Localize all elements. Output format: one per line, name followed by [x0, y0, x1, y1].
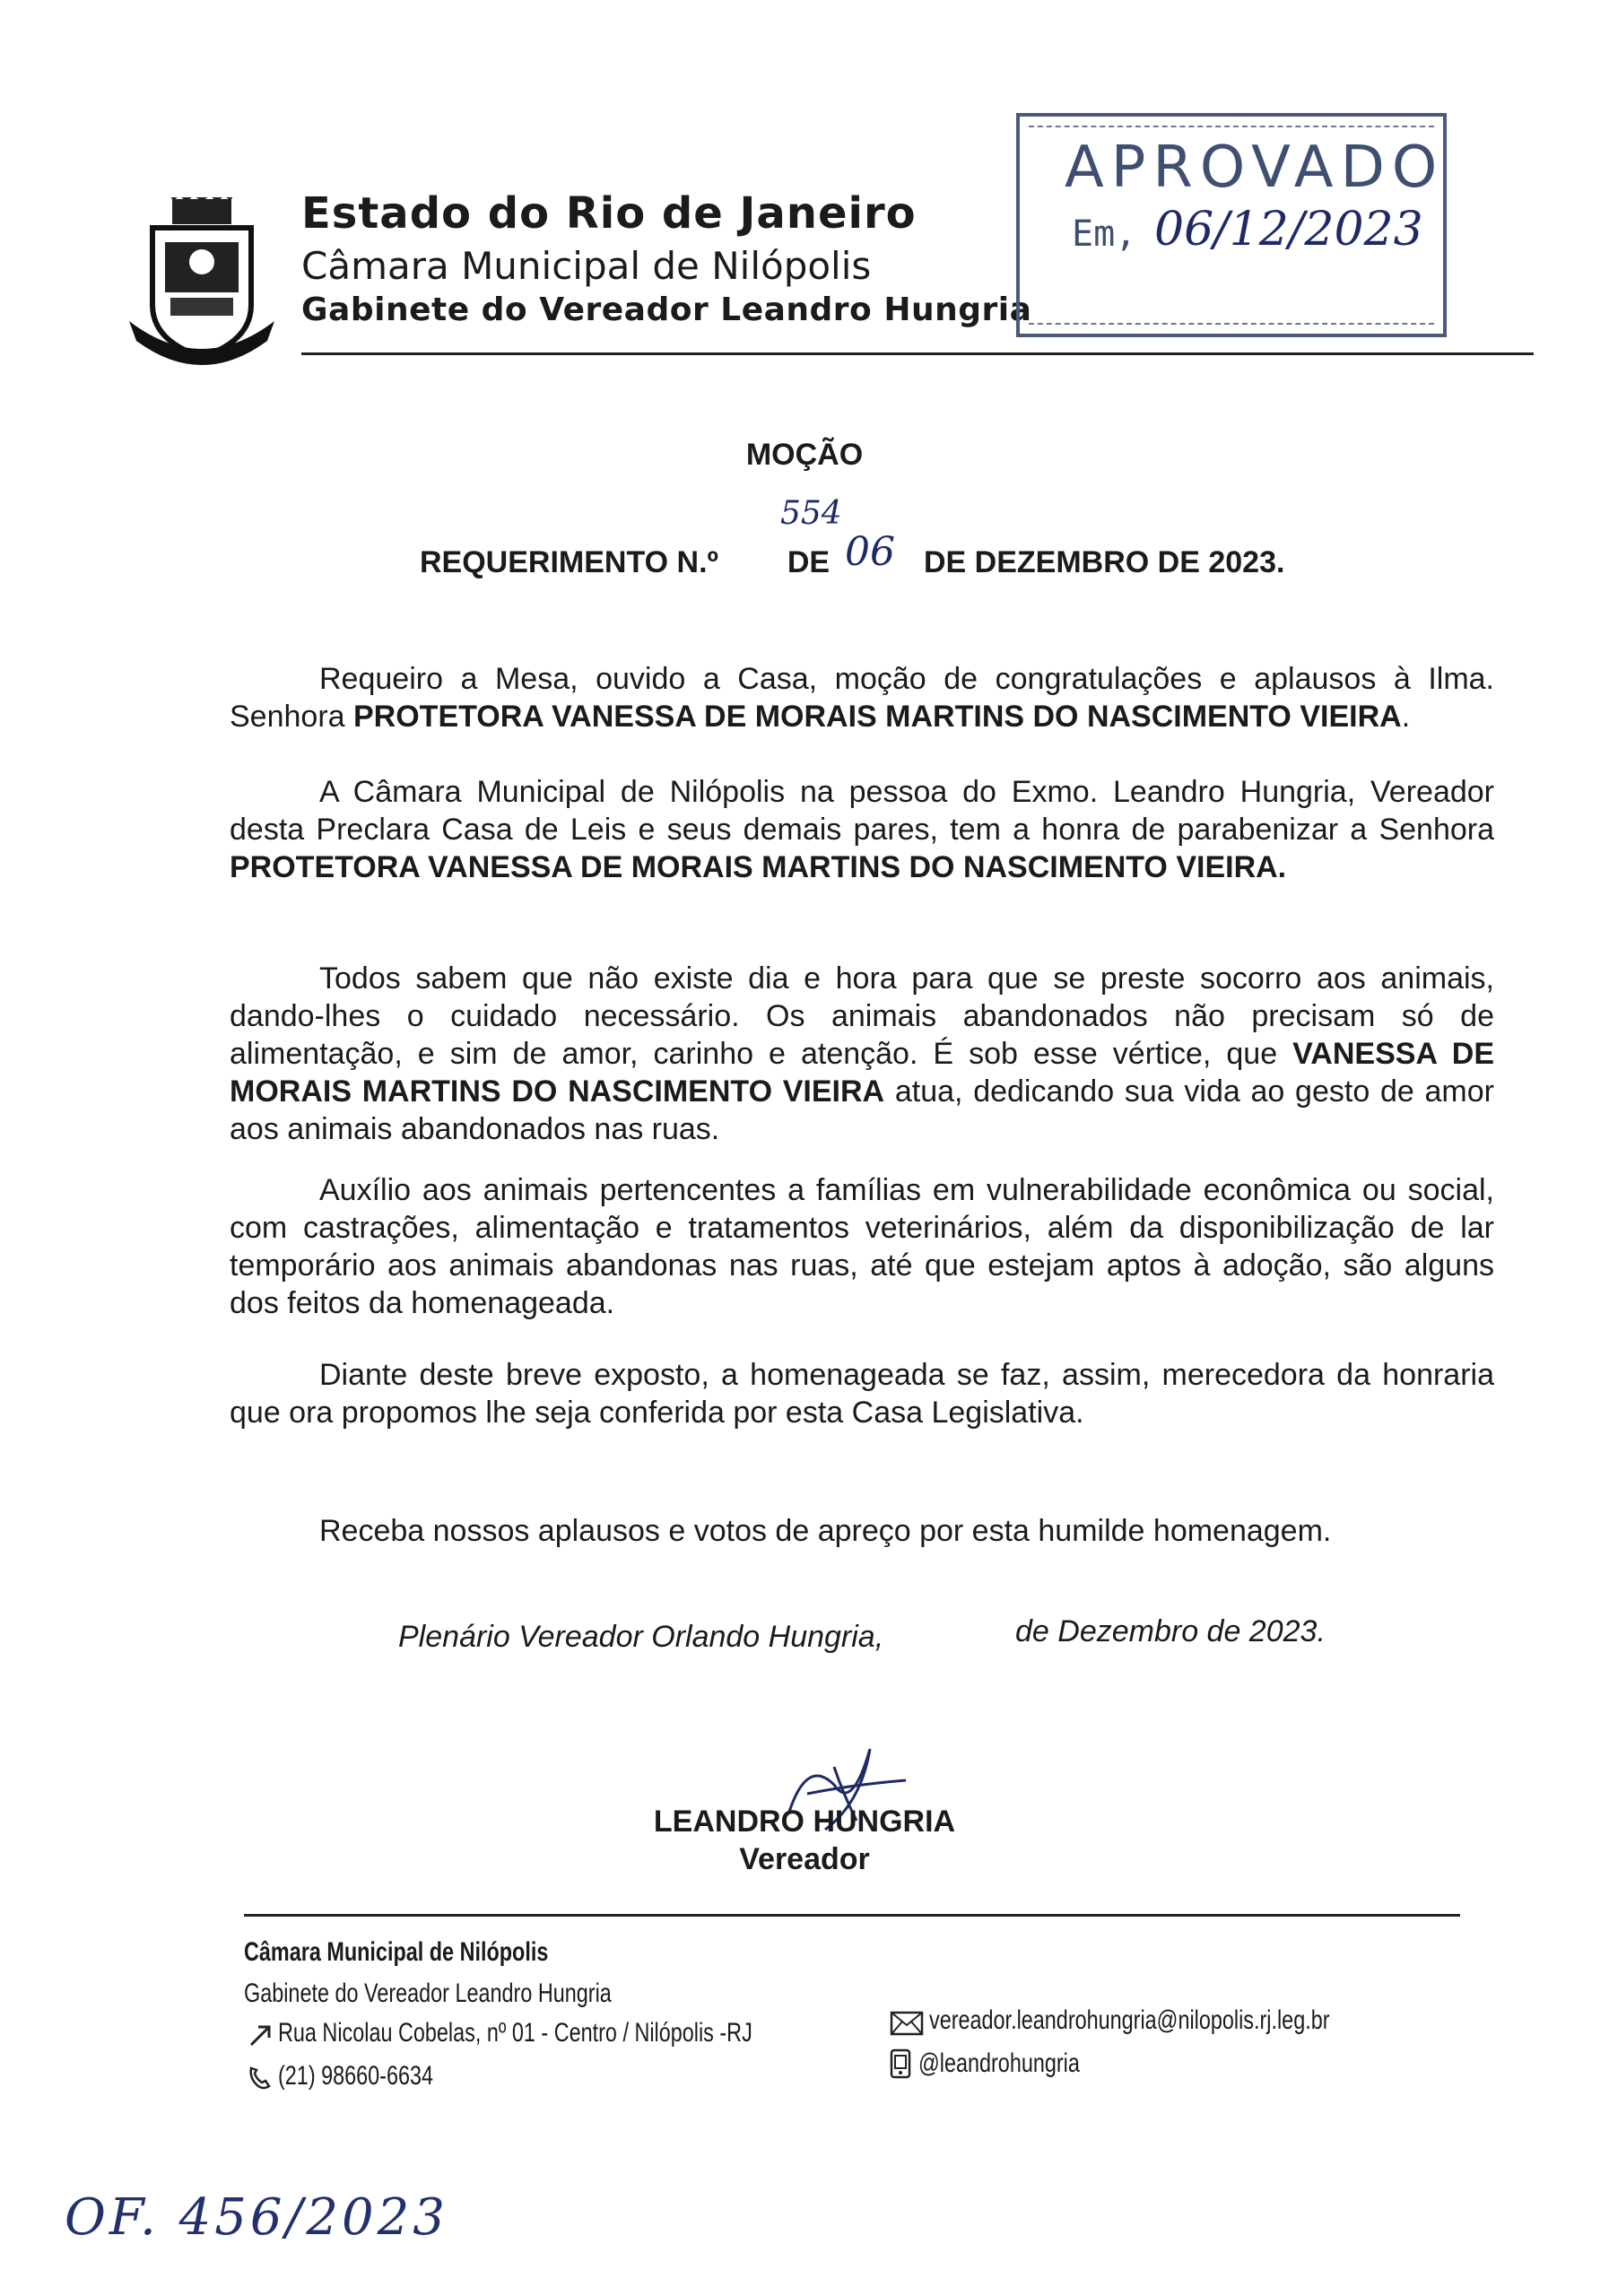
footer-org: Câmara Municipal de Nilópolis	[244, 1937, 549, 1967]
paragraph-deeds: Auxílio aos animais pertencentes a famílias em vulnerabilidade econômica ou social, com castrações, alimentação e tratamentos veterinários, além da disponibilização de lar temporário aos animais abandonas nas ruas, até que estejam aptos à adoção, são alguns dos feitos da homenageada.	[230, 1173, 1494, 1320]
header-divider	[301, 352, 1534, 355]
office-heading: Gabinete do Vereador Leandro Hungria	[301, 291, 1032, 328]
stamp-title: APROVADO	[1065, 135, 1445, 201]
paragraph-congratulation: A Câmara Municipal de Nilópolis na pessoa do Exmo. Leandro Hungria, Vereador desta Preclara Casa de Leis e seus demais pares, tem a honra de parabenizar a Senhora PROTETORA VANESSA DE MORAIS MARTINS DO NASCIMENTO VIEIRA.	[230, 775, 1494, 884]
state-heading: Estado do Rio de Janeiro	[301, 188, 917, 239]
footer-email: vereador.leandrohungria@nilopolis.rj.leg.br	[929, 2005, 1330, 2035]
request-day-handwritten: 06	[845, 529, 895, 575]
footer-divider	[244, 1914, 1460, 1917]
handwritten-reference: OF. 456/2023	[65, 2188, 448, 2247]
signer-name: LEANDRO HUNGRIA	[653, 1805, 956, 1839]
place-line: Plenário Vereador Orlando Hungria,	[398, 1620, 884, 1654]
social-icon	[888, 2048, 917, 2081]
request-number-handwritten: 554	[780, 495, 842, 532]
paragraph-request: Requeiro a Mesa, ouvido a Casa, moção de congratulações e aplausos à Ilma. Senhora PROTETORA VANESSA DE MORAIS MARTINS DO NASCIMENTO VIEIRA.	[230, 662, 1494, 734]
request-prefix: REQUERIMENTO N.º	[420, 545, 718, 579]
stamp-date: 06/12/2023	[1154, 203, 1423, 257]
document-type-title: MOÇÃO	[745, 438, 864, 472]
paragraph-closing: Receba nossos aplausos e votos de apreço por esta humilde homenagem.	[319, 1514, 1332, 1548]
stamp-em-label: Em,	[1072, 213, 1137, 255]
request-de: DE	[787, 545, 831, 579]
map-pin-icon	[246, 2022, 274, 2050]
chamber-heading: Câmara Municipal de Nilópolis	[301, 244, 872, 288]
mail-icon	[890, 2011, 924, 2036]
crest-logo	[126, 197, 278, 368]
footer-social: @leandrohungria	[918, 2048, 1080, 2078]
request-suffix: DE DEZEMBRO DE 2023.	[923, 545, 1285, 579]
footer-address: Rua Nicolau Cobelas, nº 01 - Centro / Nilópolis -RJ	[278, 2018, 752, 2048]
footer-phone: (21) 98660-6634	[278, 2061, 434, 2091]
phone-icon	[246, 2063, 274, 2092]
approval-stamp	[1016, 113, 1447, 337]
paragraph-merit: Diante deste breve exposto, a homenageada se faz, assim, merecedora da honraria que ora propomos lhe seja conferida por esta Casa Legislativa.	[230, 1358, 1494, 1430]
date-line: de Dezembro de 2023.	[1015, 1614, 1326, 1648]
paragraph-context: Todos sabem que não existe dia e hora para que se preste socorro aos animais, dando-lhes o cuidado necessário. Os animais abandonados não precisam só de alimentação, e sim de amor, carinho e atenção. É sob esse vértice, que VANESSA DE MORAIS MARTINS DO NASCIMENTO VIEIRA atua, dedicando sua vida ao gesto de amor aos animais abandonados nas ruas.	[230, 961, 1494, 1146]
footer-office: Gabinete do Vereador Leandro Hungria	[244, 1979, 612, 2008]
signer-role: Vereador	[739, 1842, 870, 1876]
